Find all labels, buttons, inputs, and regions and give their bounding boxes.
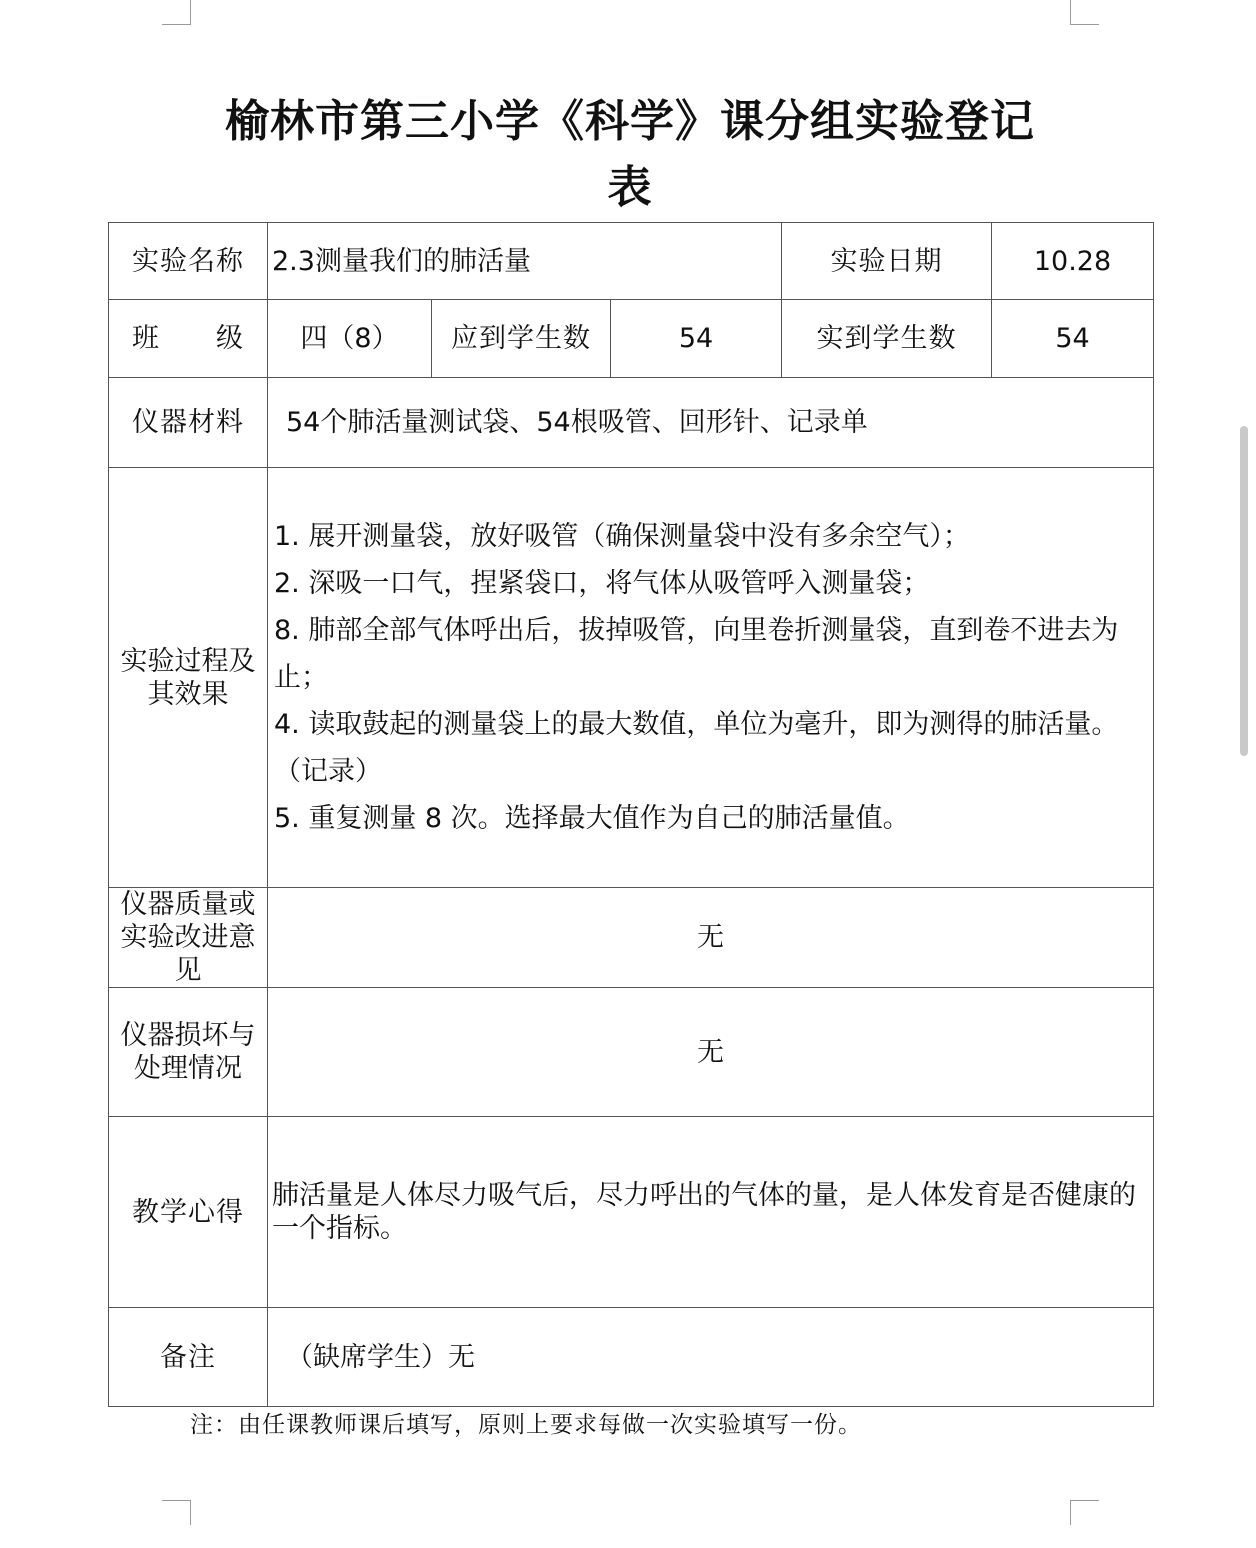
value-actual-students: 54 bbox=[992, 300, 1154, 378]
label-class: 班 级 bbox=[109, 300, 268, 378]
process-step: 2. 深吸一口气，捏紧袋口，将气体从吸管呼入测量袋； bbox=[274, 568, 930, 599]
process-step: 4. 读取鼓起的测量袋上的最大数值，单位为毫升，即为测得的肺活量。（记录） bbox=[274, 709, 1119, 787]
experiment-registration-table bbox=[108, 222, 1154, 1407]
crop-mark-top-left bbox=[162, 0, 191, 25]
value-materials: 54个肺活量测试袋、54根吸管、回形针、记录单 bbox=[268, 378, 1154, 468]
label-experiment-name: 实验名称 bbox=[109, 223, 268, 300]
label-remarks: 备注 bbox=[109, 1308, 268, 1407]
crop-mark-bottom-left bbox=[162, 1500, 191, 1525]
row-experiment-name bbox=[109, 223, 1154, 300]
vertical-scrollbar[interactable] bbox=[1240, 426, 1248, 756]
row-teaching bbox=[109, 1117, 1154, 1308]
page-title: 榆林市第三小学《科学》课分组实验登记 bbox=[225, 96, 1035, 147]
label-experiment-date: 实验日期 bbox=[782, 223, 992, 300]
label-materials: 仪器材料 bbox=[109, 378, 268, 468]
value-experiment-name: 2.3测量我们的肺活量 bbox=[268, 223, 782, 300]
row-class-info bbox=[109, 300, 1154, 378]
value-quality: 无 bbox=[268, 888, 1154, 988]
process-step: 1. 展开测量袋，放好吸管（确保测量袋中没有多余空气）； bbox=[274, 521, 970, 552]
row-damage bbox=[109, 988, 1154, 1117]
value-process bbox=[268, 468, 1154, 888]
crop-mark-bottom-right bbox=[1070, 1500, 1099, 1525]
value-class: 四（8） bbox=[268, 300, 432, 378]
label-damage: 仪器损坏与处理情况 bbox=[109, 988, 268, 1117]
row-process bbox=[109, 468, 1154, 888]
value-experiment-date: 10.28 bbox=[992, 223, 1154, 300]
value-remarks: （缺席学生）无 bbox=[268, 1308, 1154, 1407]
label-actual-students: 实到学生数 bbox=[782, 300, 992, 378]
crop-mark-top-right bbox=[1070, 0, 1099, 25]
value-damage: 无 bbox=[268, 988, 1154, 1117]
row-materials bbox=[109, 378, 1154, 468]
row-quality bbox=[109, 888, 1154, 988]
label-teaching: 教学心得 bbox=[109, 1117, 268, 1308]
value-teaching: 肺活量是人体尽力吸气后，尽力呼出的气体的量，是人体发育是否健康的一个指标。 bbox=[268, 1117, 1154, 1308]
process-step: 5. 重复测量 8 次。选择最大值作为自己的肺活量值。 bbox=[274, 803, 910, 834]
label-expected-students: 应到学生数 bbox=[432, 300, 611, 378]
footnote: 注：由任课教师课后填写，原则上要求每做一次实验填写一份。 bbox=[190, 1412, 862, 1438]
process-step: 8. 肺部全部气体呼出后，拔掉吸管，向里卷折测量袋，直到卷不进去为止； bbox=[274, 615, 1119, 693]
page-title-continued: 表 bbox=[607, 162, 653, 213]
label-quality: 仪器质量或实验改进意见 bbox=[109, 888, 268, 988]
label-process: 实验过程及其效果 bbox=[109, 468, 268, 888]
value-expected-students: 54 bbox=[611, 300, 782, 378]
row-remarks bbox=[109, 1308, 1154, 1407]
